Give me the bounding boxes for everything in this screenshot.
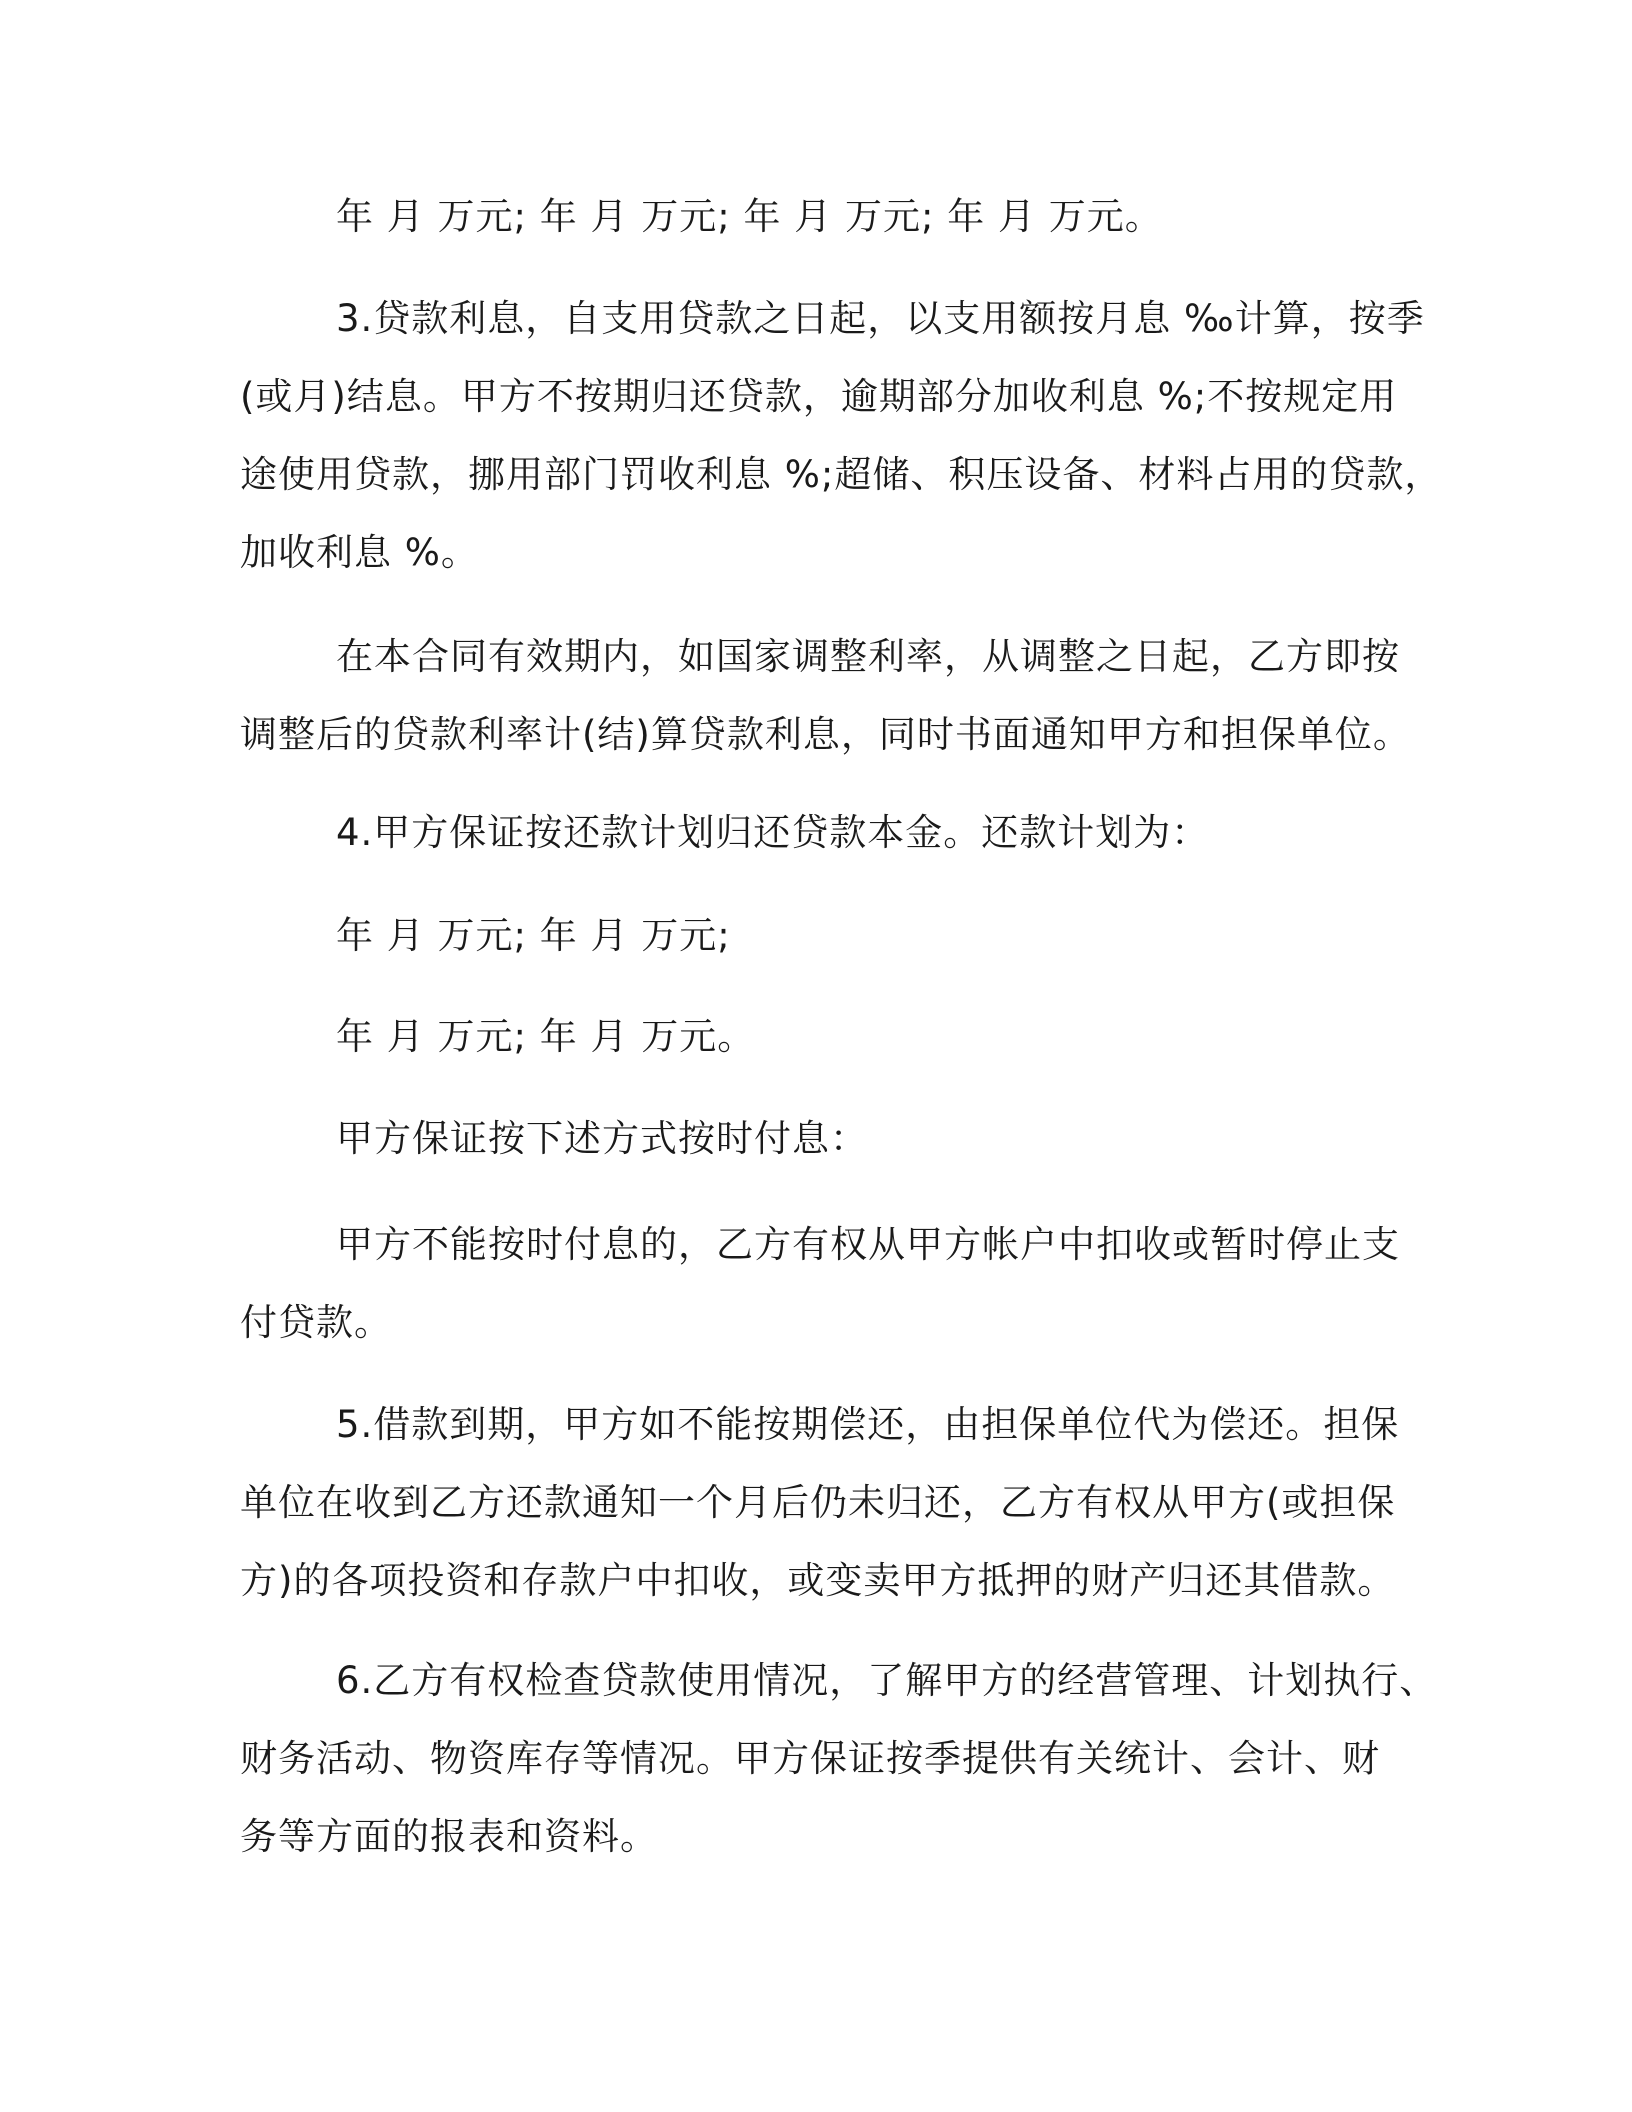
paragraph-repayment-schedule-3 bbox=[240, 998, 1400, 1076]
paragraph-clause-6-inspection bbox=[240, 1642, 1438, 1876]
paragraph-clause-3-interest bbox=[240, 280, 1443, 592]
text-line: 年 月 万元; 年 月 万元。 bbox=[336, 1015, 756, 1058]
text-line: 单位在收到乙方还款通知一个月后仍未归还，乙方有权从甲方(或担保 bbox=[240, 1481, 1396, 1524]
text-line: 在本合同有效期内，如国家调整利率，从调整之日起，乙方即按 bbox=[336, 635, 1400, 678]
text-line: 途使用贷款，挪用部门罚收利息 %;超储、积压设备、材料占用的贷款， bbox=[240, 453, 1443, 496]
paragraph-late-payment bbox=[240, 1206, 1400, 1362]
text-line: 方)的各项投资和存款户中扣收，或变卖甲方抵押的财产归还其借款。 bbox=[240, 1559, 1396, 1602]
text-line: 4.甲方保证按还款计划归还贷款本金。还款计划为： bbox=[336, 811, 1210, 854]
paragraph-repayment-schedule-2 bbox=[240, 897, 1400, 975]
text-line: 5.借款到期，甲方如不能按期偿还，由担保单位代为偿还。担保 bbox=[336, 1403, 1400, 1446]
paragraph-interest-payment bbox=[240, 1100, 1400, 1178]
paragraph-repayment-schedule-1 bbox=[240, 178, 1400, 256]
text-line: 年 月 万元; 年 月 万元; bbox=[336, 914, 731, 957]
paragraph-clause-5-default bbox=[240, 1386, 1400, 1620]
text-line: 加收利息 %。 bbox=[240, 531, 479, 574]
text-line: 年 月 万元; 年 月 万元; 年 月 万元; 年 月 万元。 bbox=[336, 195, 1163, 238]
text-line: 6.乙方有权检查贷款使用情况，了解甲方的经营管理、计划执行、 bbox=[336, 1659, 1438, 1702]
text-line: 务等方面的报表和资料。 bbox=[240, 1815, 658, 1858]
text-line: 甲方不能按时付息的，乙方有权从甲方帐户中扣收或暂时停止支 bbox=[336, 1223, 1400, 1266]
paragraph-clause-4-repayment bbox=[240, 794, 1400, 872]
text-line: (或月)结息。甲方不按期归还贷款，逾期部分加收利息 %;不按规定用 bbox=[240, 375, 1398, 418]
text-line: 调整后的贷款利率计(结)算贷款利息，同时书面通知甲方和担保单位。 bbox=[240, 713, 1411, 756]
text-line: 付贷款。 bbox=[240, 1301, 392, 1344]
paragraph-rate-adjustment bbox=[240, 618, 1411, 774]
text-line: 财务活动、物资库存等情况。甲方保证按季提供有关统计、会计、财 bbox=[240, 1737, 1380, 1780]
text-line: 甲方保证按下述方式按时付息： bbox=[336, 1117, 868, 1160]
text-line: 3.贷款利息，自支用贷款之日起，以支用额按月息 ‰计算，按季 bbox=[336, 297, 1425, 340]
